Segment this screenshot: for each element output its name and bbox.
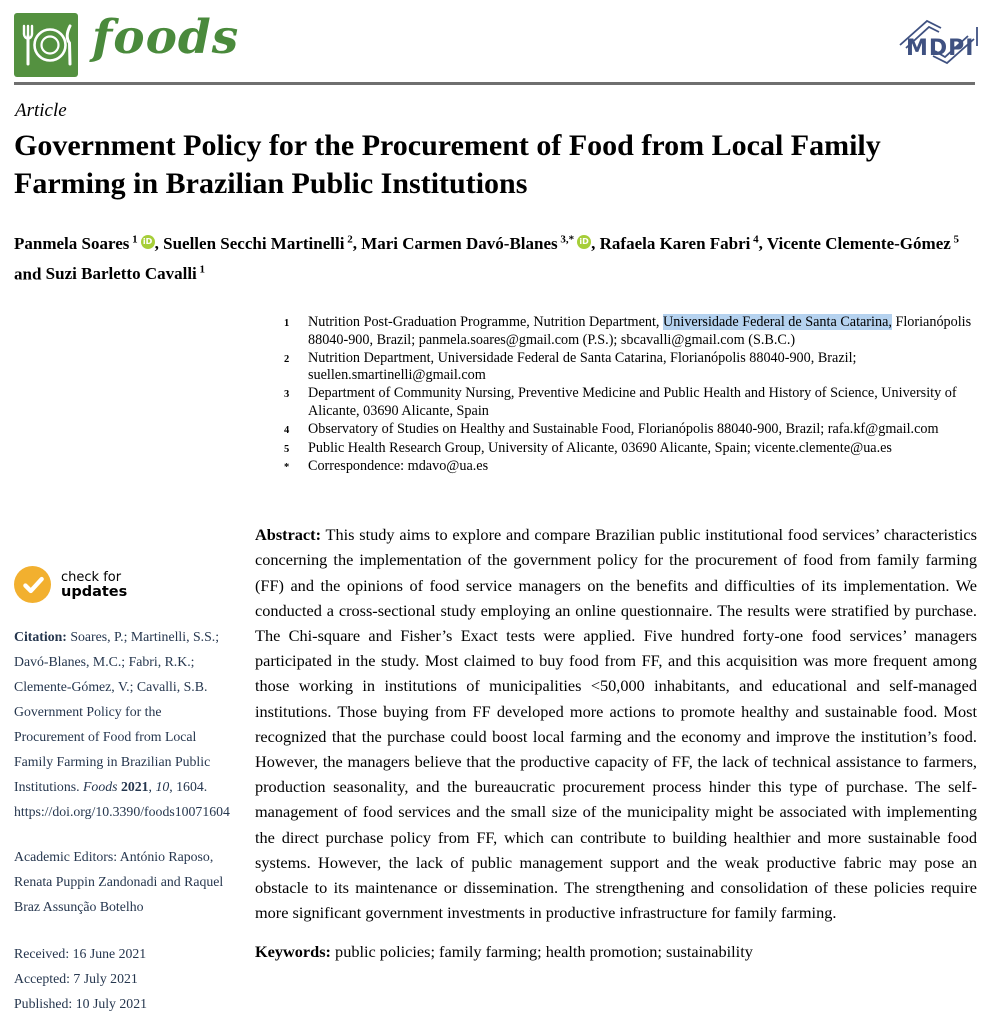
journal-name: foods — [92, 10, 240, 65]
checkmark-icon — [14, 566, 51, 603]
author-separator: , — [758, 233, 767, 253]
citation-text: Citation: Soares, P.; Martinelli, S.S.; Davó-Blanes, M.C.; Fabri, R.K.; Clemente-Gómez, V.; Cavalli, S.B. Government Policy for the Procurement of Food from Local Family Farming in Brazilian Public Institutions. Foods 2021, 10, 1604. https://doi.org/10.3390/foods10071604 — [14, 629, 230, 819]
date-row: Published: 10 July 2021 — [14, 996, 147, 1011]
abstract-paragraph — [255, 522, 977, 925]
author-name: Suellen Secchi Martinelli $^2$ — [163, 233, 353, 253]
author-separator: and — [14, 264, 46, 284]
date-row: Received: 16 June 2021 — [14, 946, 147, 961]
publisher-name: MDPI — [906, 36, 975, 61]
date-row: Accepted: 7 July 2021 — [14, 971, 138, 986]
affiliation-text: Public Health Research Group, University of Alicante, 03690 Alicante, Spain; vicente.clemente@ua.es — [308, 439, 892, 456]
affiliation-text: Nutrition Department, Universidade Federal de Santa Catarina, Florianópolis 88040-900, Brazil; suellen.smartinelli@gmail.com — [308, 349, 857, 384]
affiliation-item — [255, 440, 977, 459]
article-front-matter — [255, 314, 977, 965]
affiliation-text: Nutrition Post-Graduation Programme, Nutrition Department, Universidade Federal de Santa Catarina, Florianópolis 88040-900, Brazil; panmela.soares@gmail.com (P.S.); sbcavalli@gmail.com (S.B.C.) — [308, 314, 972, 348]
article-title: Government Policy for the Procurement of Food from Local Family Farming in Brazilian Public Institutions — [14, 129, 881, 200]
affiliation-item — [255, 385, 977, 421]
author-separator: , — [591, 233, 600, 253]
article-meta-sidebar — [14, 566, 232, 1016]
affiliation-item — [255, 458, 977, 477]
article-type-label: Article — [15, 100, 67, 121]
affiliation-text: Observatory of Studies on Healthy and Sustainable Food, Florianópolis 88040-900, Brazil; rafa.kf@gmail.com — [308, 420, 939, 437]
affiliation-marker: 5 — [284, 443, 290, 455]
keywords-line — [255, 939, 977, 964]
affiliation-marker: 1 — [284, 318, 290, 329]
keywords-text: public policies; family farming; health promotion; sustainability — [335, 942, 753, 962]
academic-editors: Academic Editors: António Raposo, Renata Puppin Zandonadi and Raquel Braz Assunção Botelho — [14, 849, 224, 914]
check-for-updates-button[interactable] — [14, 566, 232, 603]
author-name: Vicente Clemente-Gómez $^5$ — [766, 233, 960, 253]
foods-journal-logo-icon — [14, 13, 78, 77]
abstract-text: This study aims to explore and compare Brazilian public institutional food services’ characteristics concerning the implementation of the government policy for the procurement of food from family farming (FF) and the opinions of food service managers on the benefits and difficulties of its implementation. We conducted a cross-sectional study employing an online questionnaire. The results were stratified by purchase. The Chi-square and Fisher’s Exact tests were applied. Five hundred forty-one food services’ managers participated in the study. Most claimed to buy food from FF, and this acquisition was more frequent among those working in institutions of municipalities <50,000 inhabitants, and educational and self-managed institutions. Those buying from FF developed more actions to promote healthy and sustainable food. Most recognized that the purchase could boost local farming and the economy and improve the institution’s food. However, the managers believe that the productive capacity of FF, the lack of technical assistance to farmers, production seasonality, and the bureaucratic procurement process hinder this type of purchase. The self-management of food services and the small size of the municipality might be associated with implementing the direct purchase policy from FF, which can contribute to building healthier and more sustainable food systems. However, the lack of public management support and the weak productive fabric may pose an obstacle to its maintenance or dissemination. The strengthening and consolidation of these policies require more significant government investments in productive infrastructure for family farming. — [255, 525, 977, 923]
author-separator: , — [154, 233, 164, 253]
affiliation-marker: 2 — [284, 353, 290, 365]
affiliation-text: Correspondence: mdavo@ua.es — [308, 458, 489, 475]
header-divider — [14, 82, 975, 85]
affiliation-marker: * — [284, 462, 290, 474]
authors-line — [14, 226, 964, 287]
text-selection-highlight: Universidade Federal de Santa Catarina, — [663, 314, 892, 330]
affiliations-list — [255, 314, 977, 477]
affiliation-text: Department of Community Nursing, Preventive Medicine and Public Health and History of Science, University of Alicante, 03690 Alicante, Spain — [308, 385, 957, 419]
check-for-updates-label: check for updates — [61, 569, 128, 600]
orcid-icon[interactable]: iD — [141, 235, 155, 249]
keywords-label: Keywords: — [255, 942, 331, 962]
author-separator: , — [352, 233, 362, 253]
dates-block — [14, 941, 232, 1016]
orcid-icon[interactable]: iD — [577, 235, 591, 249]
affiliation-item — [255, 350, 977, 386]
affiliation-marker: 4 — [284, 424, 290, 436]
mdpi-logo — [893, 14, 981, 72]
author-name: Mari Carmen Davó-Blanes $^{3,*}$ — [361, 233, 575, 253]
affiliation-item — [255, 314, 977, 350]
author-name: Rafaela Karen Fabri $^4$ — [599, 233, 759, 253]
abstract-label: Abstract: — [255, 525, 322, 545]
author-name: Suzi Barletto Cavalli $^1$ — [45, 263, 206, 284]
author-name: Panmela Soares $^1$ — [14, 233, 138, 253]
affiliation-marker: 3 — [284, 389, 290, 401]
affiliation-item — [255, 421, 977, 440]
